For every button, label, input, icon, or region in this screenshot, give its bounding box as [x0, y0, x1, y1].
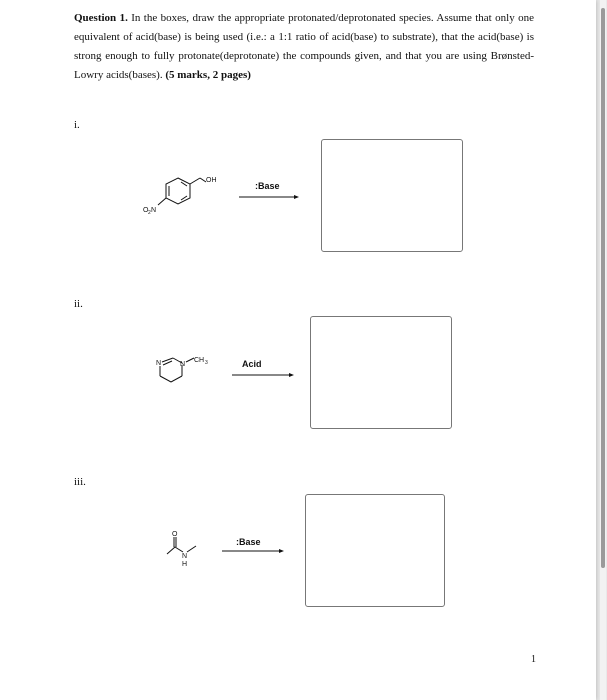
question-pages: 2 pages): [209, 69, 251, 81]
part-iii-label: iii.: [74, 476, 86, 488]
part-i-label: i.: [74, 119, 80, 131]
methylimidazole-structure: [150, 352, 230, 392]
nitro-sub-label: 2: [148, 210, 151, 216]
reagent-label-ii: Acid: [242, 359, 262, 369]
reaction-arrow-i: [239, 194, 299, 200]
scrollbar-thumb[interactable]: [601, 8, 605, 568]
imidazole-n2-label: N: [180, 361, 186, 368]
amide-h-label: H: [182, 561, 188, 568]
vertical-scrollbar[interactable]: [600, 0, 606, 700]
methylacetamide-structure: [160, 528, 210, 570]
amide-n-label: N: [182, 553, 188, 560]
part-ii-label: ii.: [74, 298, 83, 310]
nitrophenol-structure: [140, 170, 230, 220]
reagent-label-i: :Base: [255, 181, 280, 191]
carbonyl-o-label: O: [172, 531, 178, 538]
question-heading: Question 1.: [74, 12, 128, 24]
answer-box-ii[interactable]: [310, 316, 452, 429]
question-marks: (5 marks,: [165, 69, 210, 81]
answer-box-iii[interactable]: [305, 494, 445, 607]
methyl-sub-label: 3: [205, 360, 208, 366]
answer-box-i[interactable]: [321, 139, 463, 252]
nitro-n-label: N: [151, 207, 157, 214]
question-body: In the boxes, draw the appropriate protonated/deprotonated species. Assume that only one equivalent of acid(base) is being used (i.e.: a 1:1 ratio of acid(base) to substrate), that the acid(base) is strong enough to fully protonate(deprotonate) the compounds given, and that you are using Brønsted-Lowry acids(bases).: [74, 12, 534, 81]
reaction-arrow-iii: [222, 548, 284, 554]
hydroxyl-label: OH: [206, 177, 217, 184]
methyl-label: CH: [194, 357, 205, 364]
reaction-arrow-ii: [232, 372, 294, 378]
question-text: [74, 9, 534, 85]
reagent-label-iii: :Base: [236, 537, 261, 547]
page-number: 1: [531, 654, 536, 665]
nitro-o-label: O: [143, 207, 149, 214]
imidazole-n1-label: N: [156, 360, 162, 367]
